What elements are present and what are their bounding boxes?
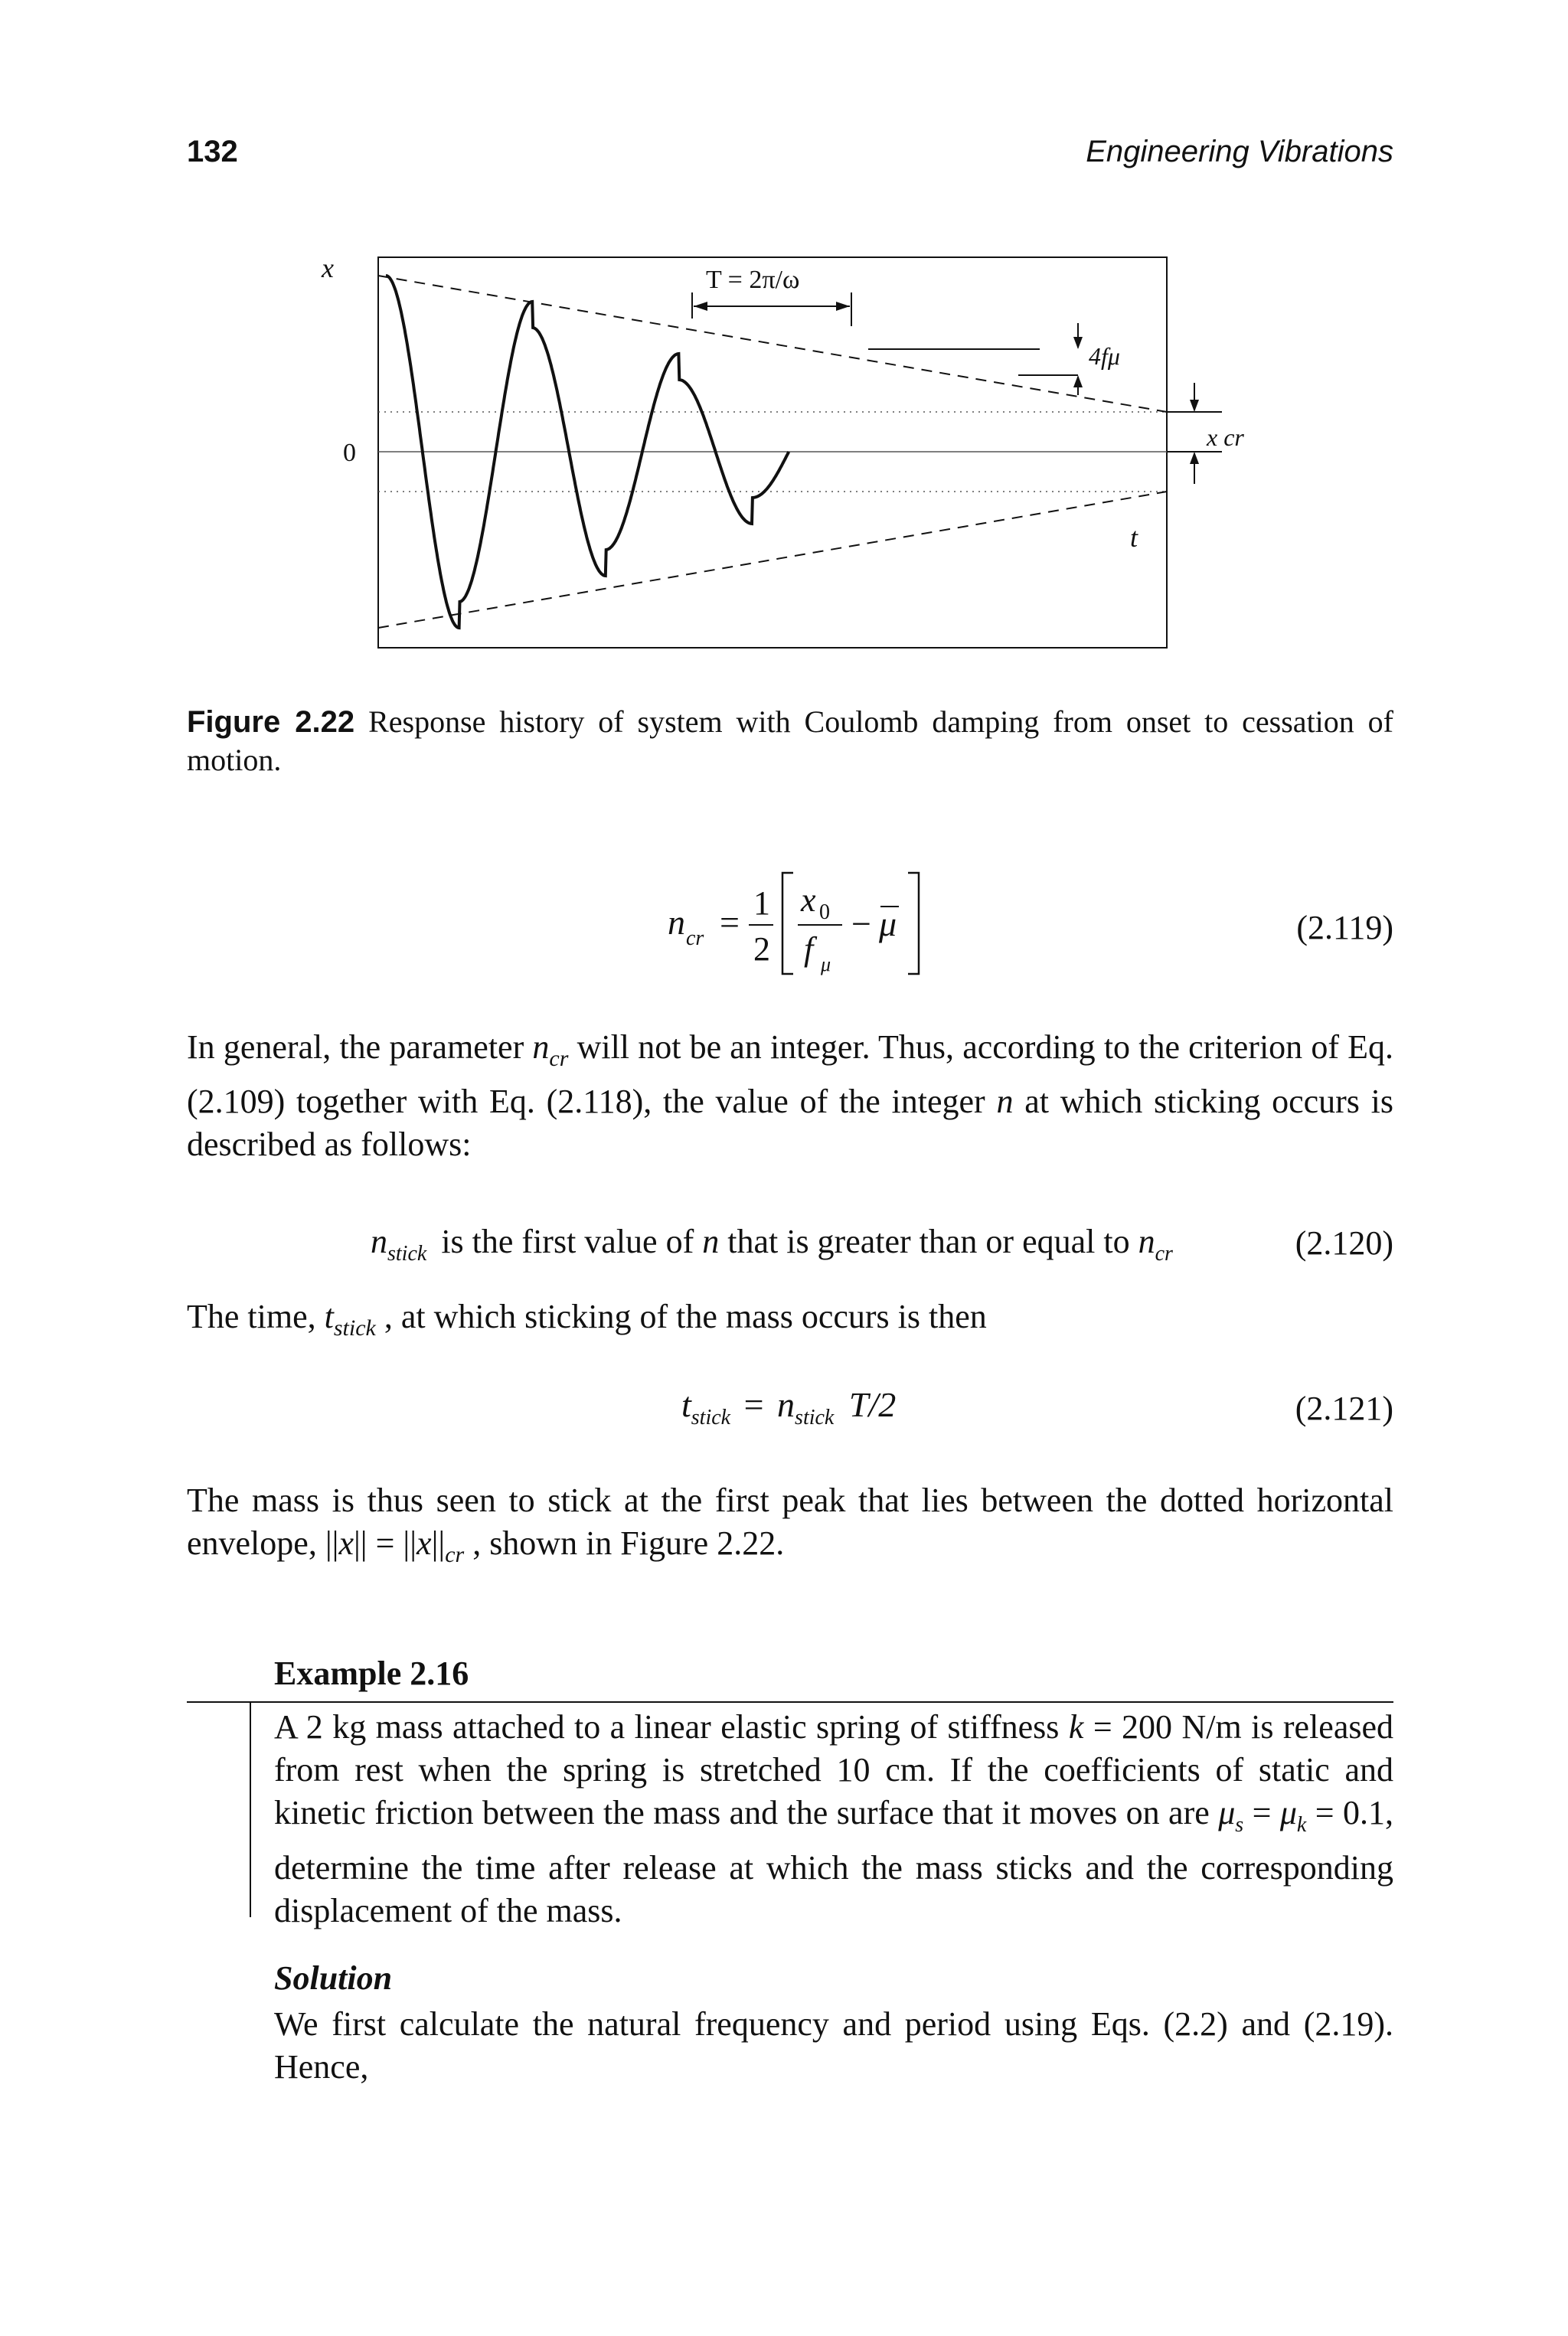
para3-d: , shown in Figure 2.22. (472, 1524, 785, 1562)
para3-b: || = || (353, 1524, 417, 1562)
para1-c: at which sticking occurs is described as follows: (187, 1082, 1394, 1163)
eq-120-rhs: n (1138, 1223, 1155, 1260)
upper-envelope (378, 276, 1167, 412)
eq-119-two: 2 (753, 930, 770, 968)
eq-119-num: x (801, 881, 816, 919)
critical-label: x cr (1207, 423, 1244, 451)
eq-119-num-sub: 0 (819, 900, 830, 924)
example-mu-k-sub: k (1296, 1812, 1307, 1837)
para1-n-sub: cr (549, 1045, 569, 1071)
eq-119-den: f (804, 930, 814, 968)
example-mu-s-sub: s (1235, 1812, 1244, 1837)
figure-caption (187, 703, 1393, 779)
period-label: T = 2π/ω (706, 266, 800, 294)
y-axis-label: x (322, 253, 334, 283)
eq-119-equals: = (720, 903, 740, 942)
example-side-bar (250, 1703, 251, 1917)
eq-121-n: n (777, 1385, 795, 1424)
para1-n: n (532, 1028, 550, 1066)
page-header (187, 135, 1393, 181)
period-arrowhead-right (836, 302, 850, 311)
para1-n2: n (996, 1082, 1014, 1120)
eq-120-lhs: n (371, 1223, 387, 1260)
example-mu-s: μ (1218, 1794, 1236, 1831)
amplitude-arrowhead-bottom (1073, 375, 1083, 387)
figure-2-22 (306, 245, 1302, 674)
critical-arrowhead-bottom (1190, 452, 1199, 464)
eq-121-body (681, 1384, 896, 1430)
example-p2: = 200 N/m is released from rest when the spring is stretched 10 cm. If the coefficients of static and kinetic friction between the mass and the surface that it moves on are (274, 1708, 1394, 1831)
amplitude-arrowhead-top (1073, 337, 1083, 349)
page-number: 132 (187, 135, 238, 168)
eq-121-tail: T/2 (848, 1385, 897, 1424)
eq-119-number: (2.119) (1296, 909, 1393, 946)
example-rule (187, 1701, 1393, 1703)
eq-121-lhs-sub: stick (691, 1406, 731, 1430)
caption-text: Response history of system with Coulomb damping from onset to cessation of motion. (187, 704, 1393, 777)
eq-119-right-bracket (908, 873, 919, 974)
eq-121-equals: = (743, 1385, 764, 1424)
equation-2-119-body (658, 861, 934, 983)
eq-120-text1: is the first value of (441, 1223, 694, 1260)
para3-sub: cr (445, 1541, 465, 1567)
eq-121-number: (2.121) (1295, 1390, 1393, 1427)
figure-label: Figure 2.22 (187, 705, 355, 739)
zero-label: 0 (343, 439, 356, 467)
example-title: Example 2.16 (274, 1655, 469, 1692)
para2-t-sub: stick (333, 1315, 376, 1341)
paragraph-3 (187, 1479, 1393, 1576)
critical-arrowhead-top (1190, 400, 1199, 412)
eq-120-number: (2.120) (1295, 1224, 1393, 1262)
para3-x2: x (416, 1524, 432, 1562)
lower-envelope (378, 492, 1167, 628)
example-body (274, 1706, 1393, 1933)
eq-119-mu: μ (879, 904, 897, 943)
running-head: Engineering Vibrations (1086, 135, 1393, 168)
example-k: k (1068, 1708, 1084, 1746)
eq-119-minus: − (851, 904, 871, 943)
time-label: t (1130, 522, 1138, 553)
example-p4: = 0.1, determine the time after release at which the mass sticks and the corresponding displacement of the mass. (274, 1794, 1393, 1929)
solution-body: We first calculate the natural frequency and period using Eqs. (2.2) and (2.19). Hence, (274, 2005, 1393, 2086)
eq-119-lhs: n (668, 903, 685, 942)
example-p1: A 2 kg mass attached to a linear elastic spring of stiffness (274, 1708, 1060, 1746)
eq-119-one: 1 (753, 884, 770, 922)
para2-t: t (324, 1298, 334, 1335)
example-p3: = (1252, 1794, 1272, 1831)
solution-title: Solution (274, 1959, 393, 1997)
para3-c: || (431, 1524, 446, 1562)
eq-120-rhs-sub: cr (1155, 1241, 1173, 1266)
eq-121-n-sub: stick (795, 1406, 835, 1430)
para1-b: will not be an integer. Thus, according to the criterion of Eq. (2.109) together with Eq. (2.118), the value of the integer (187, 1028, 1394, 1120)
example-mu-k: μ (1279, 1794, 1297, 1831)
paragraph-2 (187, 1295, 1393, 1350)
amplitude-drop-label: 4fμ (1089, 342, 1120, 370)
para3-a: The mass is thus seen to stick at the first peak that lies between the dotted horizontal envelope, || (187, 1482, 1393, 1562)
eq-120-n: n (702, 1223, 720, 1260)
eq-121-lhs: t (681, 1385, 691, 1424)
paragraph-1 (187, 1026, 1393, 1166)
eq-119-den-sub: μ (821, 953, 831, 975)
para2-b: , at which sticking of the mass occurs is then (384, 1298, 987, 1335)
eq-120-body (371, 1222, 1173, 1266)
period-arrowhead-left (694, 302, 707, 311)
eq-119-lhs-sub: cr (686, 926, 704, 950)
para1-a: In general, the parameter (187, 1028, 524, 1066)
eq-120-text2: that is greater than or equal to (727, 1223, 1130, 1260)
eq-120-lhs-sub: stick (387, 1241, 427, 1266)
eq-119-left-bracket (782, 873, 793, 974)
para3-x1: x (338, 1524, 354, 1562)
para2-a: The time, (187, 1298, 316, 1335)
